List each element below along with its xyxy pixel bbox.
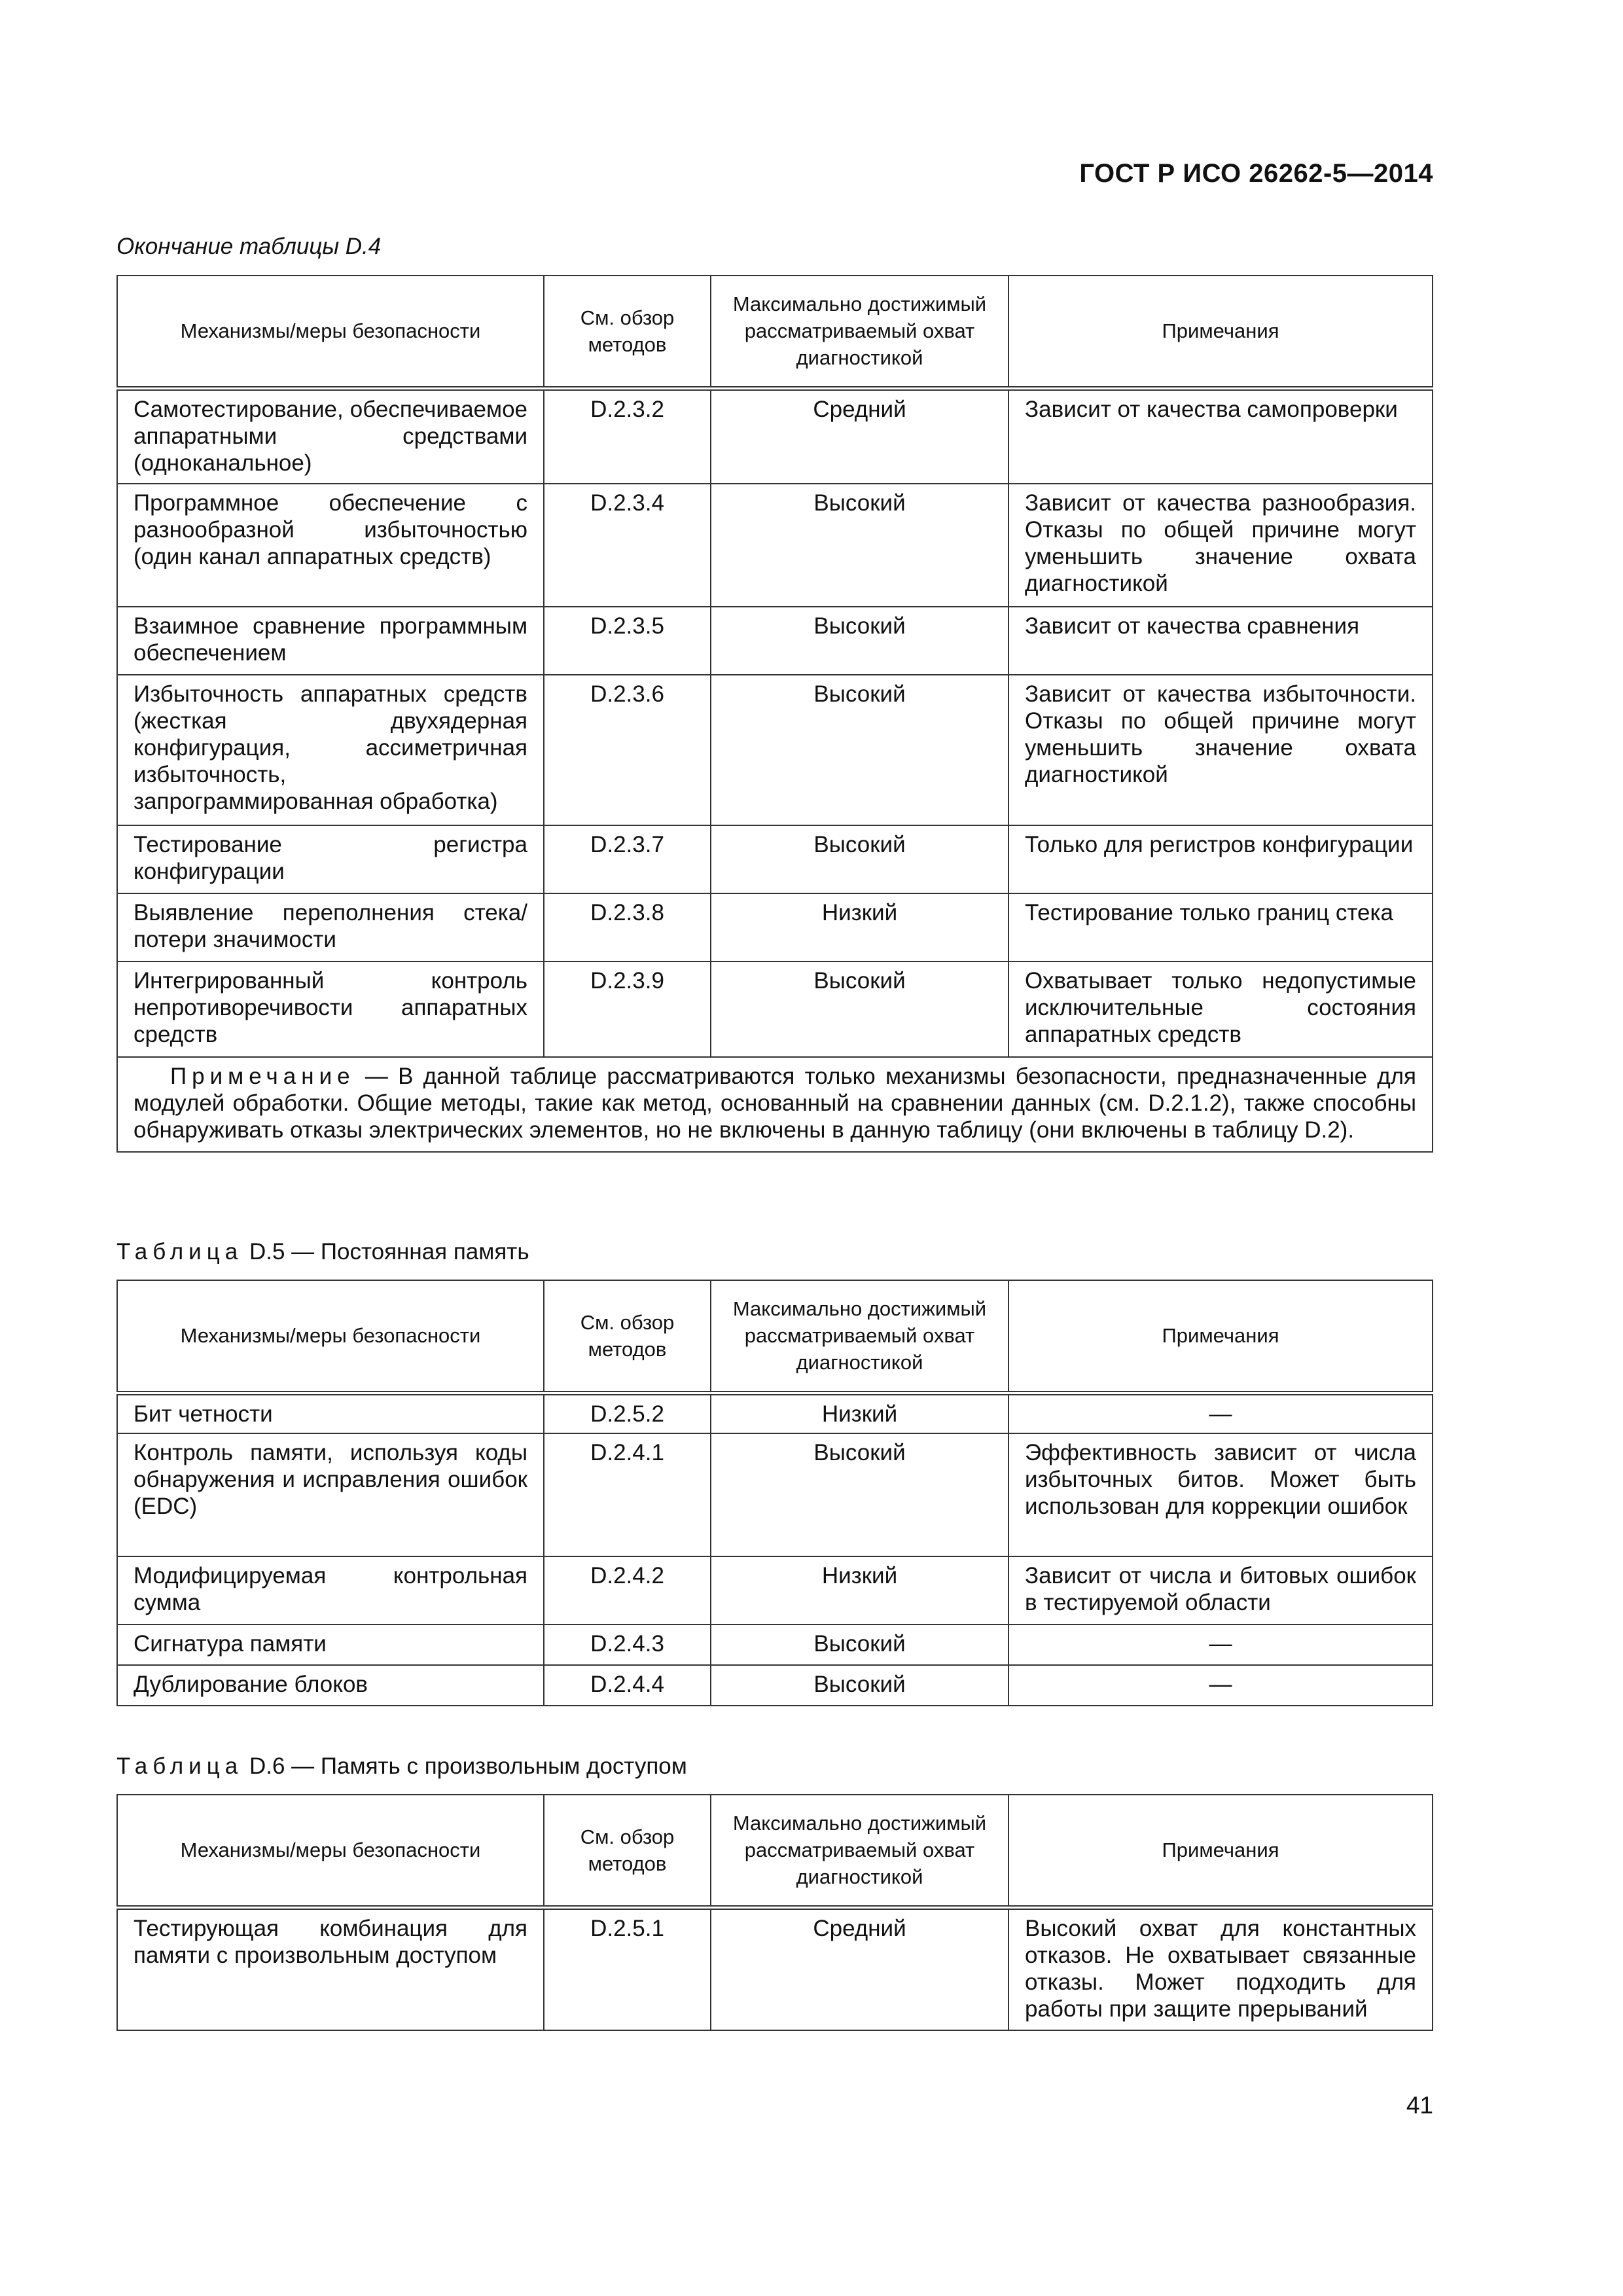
column-header-notes: Примечания (1008, 1280, 1433, 1393)
mechanism-cell: Интегрированный контроль непротиворечивости аппаратных средств (117, 961, 544, 1057)
coverage-cell: Высокий (711, 484, 1008, 607)
table-d5-caption-text: D.5 — Постоянная память (249, 1239, 529, 1265)
column-header-coverage: Максимально достижимый рассматриваемый охват диагностикой (711, 276, 1008, 388)
notes-cell: Зависит от качества сравнения (1008, 607, 1433, 675)
method-ref-cell: D.2.3.9 (544, 961, 711, 1057)
method-ref-cell: D.2.4.1 (544, 1433, 711, 1556)
mechanism-cell: Контроль памяти, используя коды обнаружения и исправления ошибок (EDC) (117, 1433, 544, 1556)
notes-cell: Зависит от качества избыточности. Отказы по общей причине могут уменьшить значение охвата диагностикой (1008, 675, 1433, 825)
table-row (117, 1624, 1433, 1665)
note-text: — В данной таблице рассматриваются только механизмы безопасности, предназначенные для модулей обработки. Общие методы, такие как метод, основанный на сравнении данных (см. D.2.1.2), также способны обнаруживать отказы электрических элементов, но не включены в данную таблицу (они включены в таблицу D.2). (134, 1064, 1416, 1143)
column-header-notes: Примечания (1008, 276, 1433, 388)
table-d4-caption: Окончание таблицы D.4 (116, 234, 382, 259)
column-header-mechanisms: Механизмы/меры безопасности (117, 1795, 544, 1907)
column-header-coverage: Максимально достижимый рассматриваемый охват диагностикой (711, 1280, 1008, 1393)
notes-cell: — (1008, 1665, 1433, 1706)
column-header-method-ref: См. обзор методов (544, 1280, 711, 1393)
coverage-cell: Высокий (711, 1665, 1008, 1706)
table-d6-caption-label: Таблица (116, 1753, 243, 1779)
notes-cell: Зависит от качества разнообразия. Отказы по общей причине могут уменьшить значение охвата диагностикой (1008, 484, 1433, 607)
notes-cell: — (1008, 1393, 1433, 1433)
method-ref-cell: D.2.3.5 (544, 607, 711, 675)
coverage-cell: Низкий (711, 893, 1008, 961)
mechanism-cell: Бит четности (117, 1393, 544, 1433)
table-row (117, 675, 1433, 825)
table-row (117, 893, 1433, 961)
table-row (117, 1433, 1433, 1556)
table-d6 (116, 1794, 1433, 2031)
page-number: 41 (1406, 2092, 1433, 2119)
coverage-cell: Высокий (711, 1433, 1008, 1556)
coverage-cell: Средний (711, 1907, 1008, 2030)
coverage-cell: Высокий (711, 961, 1008, 1057)
mechanism-cell: Программное обеспечение с разнообразной избыточностью (один канал аппаратных средств) (117, 484, 544, 607)
mechanism-cell: Взаимное сравнение программным обеспечением (117, 607, 544, 675)
method-ref-cell: D.2.5.1 (544, 1907, 711, 2030)
column-header-mechanisms: Механизмы/меры безопасности (117, 1280, 544, 1393)
method-ref-cell: D.2.4.4 (544, 1665, 711, 1706)
notes-cell: Эффективность зависит от числа избыточных битов. Может быть использован для коррекции ошибок (1008, 1433, 1433, 1556)
table-note-row (117, 1057, 1433, 1152)
coverage-cell: Средний (711, 388, 1008, 484)
column-header-method-ref: См. обзор методов (544, 1795, 711, 1907)
method-ref-cell: D.2.3.4 (544, 484, 711, 607)
coverage-cell: Низкий (711, 1556, 1008, 1624)
mechanism-cell: Избыточность аппаратных средств (жесткая двухядерная конфигурация, ассиметричная избыточность, запрограммированная обработка) (117, 675, 544, 825)
coverage-cell: Высокий (711, 675, 1008, 825)
table-row (117, 1907, 1433, 2030)
notes-cell: Тестирование только границ стека (1008, 893, 1433, 961)
column-header-mechanisms: Механизмы/меры безопасности (117, 276, 544, 388)
column-header-notes: Примечания (1008, 1795, 1433, 1907)
method-ref-cell: D.2.4.3 (544, 1624, 711, 1665)
mechanism-cell: Дублирование блоков (117, 1665, 544, 1706)
mechanism-cell: Модифицируемая контрольная сумма (117, 1556, 544, 1624)
table-row (117, 961, 1433, 1057)
notes-cell: — (1008, 1624, 1433, 1665)
table-note (117, 1057, 1433, 1152)
method-ref-cell: D.2.3.2 (544, 388, 711, 484)
notes-cell: Зависит от качества самопроверки (1008, 388, 1433, 484)
table-row (117, 1665, 1433, 1706)
coverage-cell: Высокий (711, 607, 1008, 675)
notes-cell: Зависит от числа и битовых ошибок в тестируемой области (1008, 1556, 1433, 1624)
table-row (117, 484, 1433, 607)
note-label: Примечание (170, 1064, 355, 1089)
coverage-cell: Низкий (711, 1393, 1008, 1433)
column-header-method-ref: См. обзор методов (544, 276, 711, 388)
mechanism-cell: Тестирование регистра конфигурации (117, 825, 544, 893)
table-d5-caption (116, 1239, 529, 1265)
method-ref-cell: D.2.3.8 (544, 893, 711, 961)
mechanism-cell: Выявление переполнения стека/потери значимости (117, 893, 544, 961)
table-d4 (116, 275, 1433, 1153)
mechanism-cell: Тестирующая комбинация для памяти с произвольным доступом (117, 1907, 544, 2030)
table-row (117, 1393, 1433, 1433)
notes-cell: Охватывает только недопустимые исключительные состояния аппаратных средств (1008, 961, 1433, 1057)
notes-cell: Высокий охват для константных отказов. Не охватывает связанные отказы. Может подходить для работы при защите прерываний (1008, 1907, 1433, 2030)
table-d6-caption (116, 1753, 687, 1780)
method-ref-cell: D.2.3.7 (544, 825, 711, 893)
method-ref-cell: D.2.5.2 (544, 1393, 711, 1433)
table-row (117, 825, 1433, 893)
table-d6-caption-text: D.6 — Память с произвольным доступом (249, 1753, 687, 1779)
coverage-cell: Высокий (711, 1624, 1008, 1665)
document-id: ГОСТ Р ИСО 26262-5—2014 (1079, 159, 1433, 188)
table-row (117, 1556, 1433, 1624)
notes-cell: Только для регистров конфигурации (1008, 825, 1433, 893)
column-header-coverage: Максимально достижимый рассматриваемый охват диагностикой (711, 1795, 1008, 1907)
mechanism-cell: Сигнатура памяти (117, 1624, 544, 1665)
method-ref-cell: D.2.4.2 (544, 1556, 711, 1624)
table-d5-caption-label: Таблица (116, 1239, 243, 1265)
coverage-cell: Высокий (711, 825, 1008, 893)
mechanism-cell: Самотестирование, обеспечиваемое аппаратными средствами (одноканальное) (117, 388, 544, 484)
table-d5 (116, 1280, 1433, 1706)
table-row (117, 607, 1433, 675)
table-row (117, 388, 1433, 484)
method-ref-cell: D.2.3.6 (544, 675, 711, 825)
